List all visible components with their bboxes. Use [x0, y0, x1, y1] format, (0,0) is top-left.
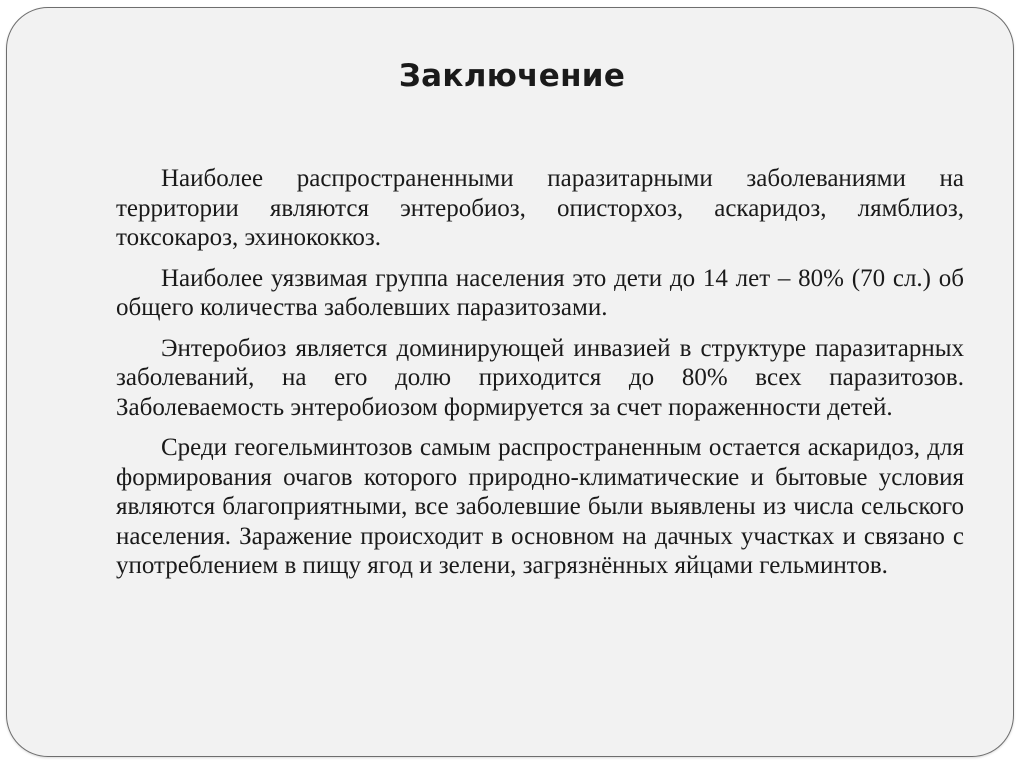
slide-title: Заключение: [398, 58, 626, 94]
paragraph-geohelminthiases: Среди геогельминтозов самым распространенным остается аскаридоз, для формирования очагов которого природно-климатические и бытовые условия являются благоприятными, все заболевшие были выявлены из числа сельского населения. Заражение происходит в основном на дачных участках и связано с употреблением в пищу ягод и зелени, загрязнённых яйцами гельминтов.: [116, 434, 964, 579]
paragraph-common-diseases: Наиболее распространенными паразитарными заболеваниями на территории являются энтеробиоз, описторхоз, аскаридоз, лямблиоз, токсокароз, эхинококкоз.: [116, 165, 964, 251]
paragraph-vulnerable-group: Наиболее уязвимая группа населения это дети до 14 лет – 80% (70 сл.) об общего количества заболевших паразитозами.: [116, 264, 964, 321]
paragraph-enterobiasis: Энтеробиоз является доминирующей инвазией в структуре паразитарных заболеваний, на его долю приходится до 80% всех паразитозов. Заболеваемость энтеробиозом формируется за счет пораженности детей.: [116, 334, 964, 421]
slide-body: [116, 164, 964, 592]
